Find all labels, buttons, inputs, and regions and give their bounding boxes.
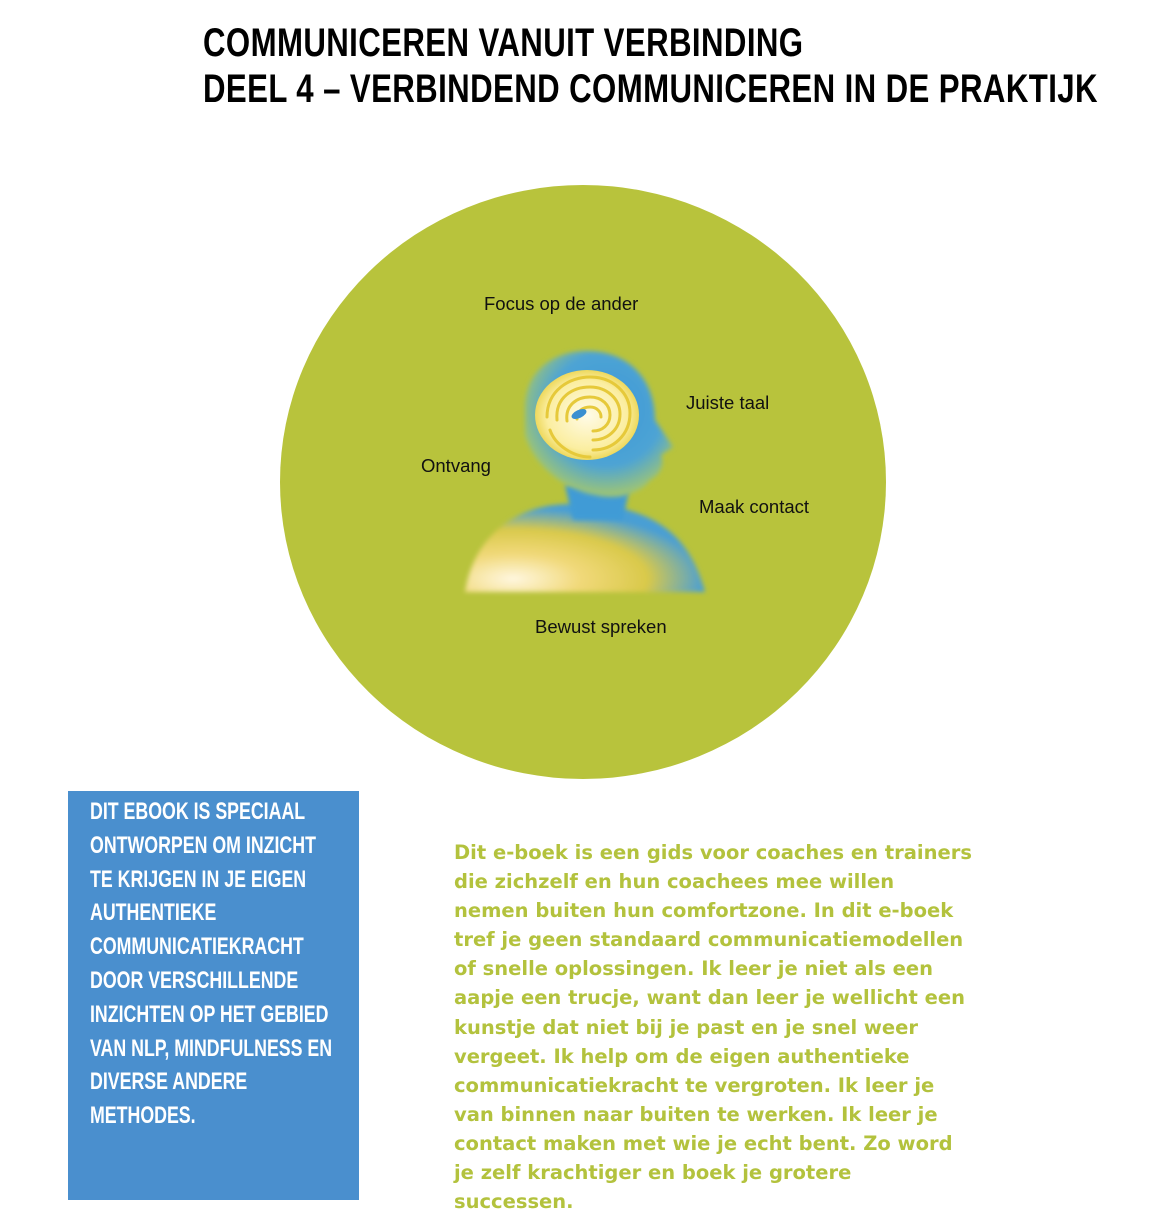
title-line-2: DEEL 4 – VERBINDEND COMMUNICEREN IN DE PRAKTIJK: [203, 67, 1098, 111]
label-ontvang: Ontvang: [421, 455, 491, 476]
label-bewust-spreken: Bewust spreken: [535, 616, 667, 637]
title-line-1: COMMUNICEREN VANUIT VERBINDING: [203, 21, 804, 65]
label-focus-op-de-ander: Focus op de ander: [484, 293, 639, 314]
info-box: [68, 791, 359, 1200]
label-maak-contact: Maak contact: [699, 496, 810, 517]
page-title: [203, 20, 1098, 112]
label-juiste-taal: Juiste taal: [686, 392, 770, 413]
info-box-text: DIT EBOOK IS SPECIAAL ONTWORPEN OM INZICHT TE KRIJGEN IN JE EIGEN AUTHENTIEKE COMMUNICATIEKRACHT DOOR VERSCHILLENDE INZICHTEN OP HET GEBIED VAN NLP, MINDFULNESS EN DIVERSE ANDERE METHODES.: [90, 798, 333, 1130]
body-paragraph: Dit e-boek is een gids voor coaches en trainers die zichzelf en hun coachees mee willen nemen buiten hun comfortzone. In dit e-boek tref je geen standaard communicatiemodellen of snelle oplossingen. Ik leer je niet als een aapje een trucje, want dan leer je wellicht een kunstje dat niet bij je past en je snel weer vergeet. Ik help om de eigen authentieke communicatiekracht te vergroten. Ik leer je van binnen naar buiten te werken. Ik leer je contact maken met wie je echt bent. Zo word je zelf krachtiger en boek je grotere successen.: [454, 841, 972, 1214]
head-profile-with-brain-maze-icon: [455, 335, 715, 597]
